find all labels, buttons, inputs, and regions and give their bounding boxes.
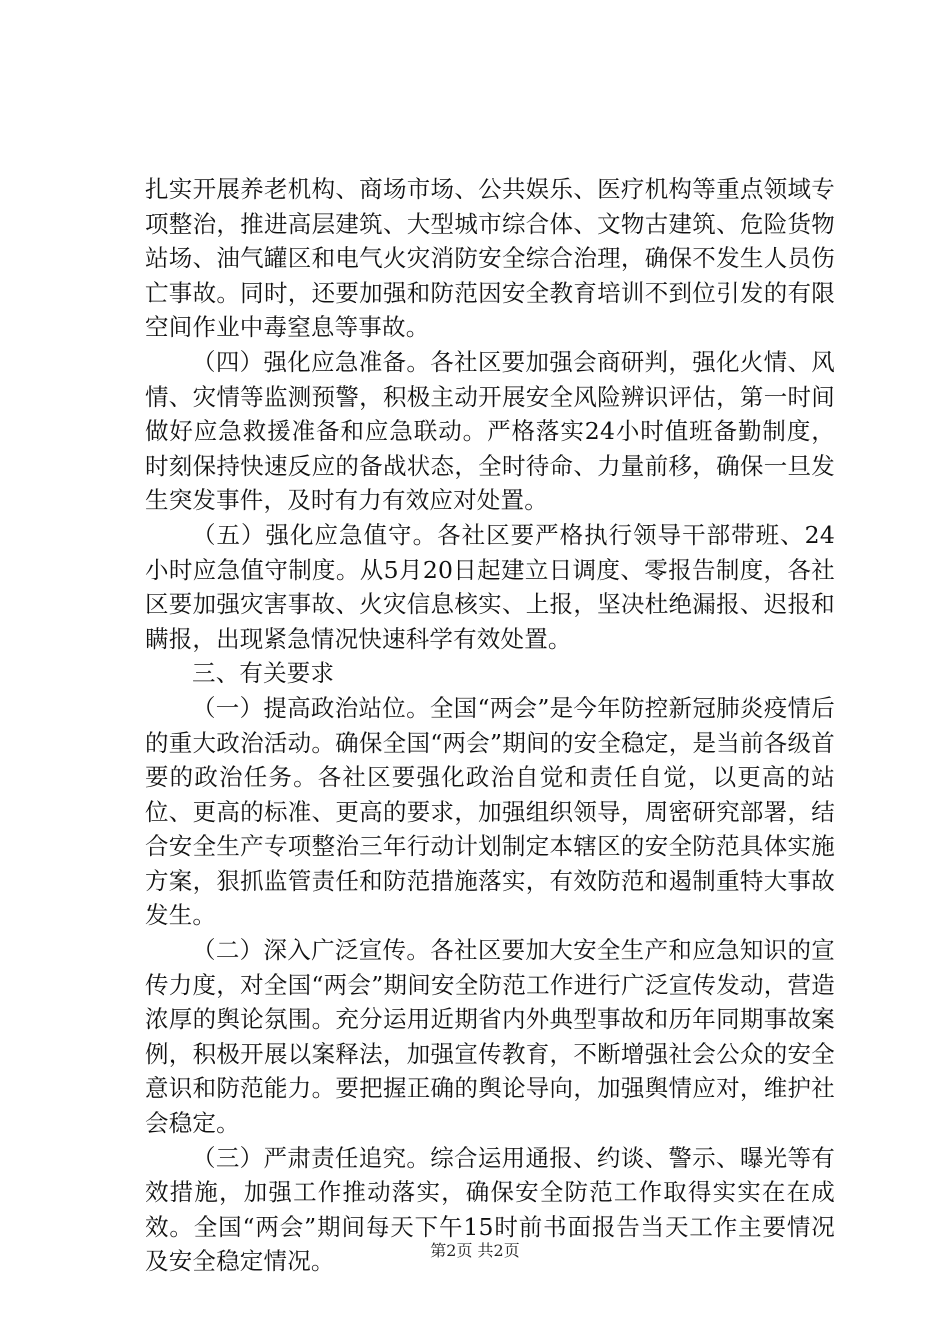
paragraph-emergency-duty: （五）强化应急值守。各社区要严格执行领导干部带班、24小时应急值守制度。从5月20日起建立日调度、零报告制度，各社区要加强灾害事故、火灾信息核实、上报，坚决杜绝漏报、迟报和瞒报，出现紧急情况快速科学有效处置。: [145, 520, 835, 653]
document-body: [145, 172, 835, 1279]
paragraph-continuation: 扎实开展养老机构、商场市场、公共娱乐、医疗机构等重点领域专项整治，推进高层建筑、大型城市综合体、文物古建筑、危险货物站场、油气罐区和电气火灾消防安全综合治理，确保不发生人员伤亡事故。同时，还要加强和防范因安全教育培训不到位引发的有限空间作业中毒窒息等事故。: [145, 175, 835, 342]
page-number-footer: 第2页 共2页: [430, 1241, 520, 1260]
paragraph-publicity: （二）深入广泛宣传。各社区要加大安全生产和应急知识的宣传力度，对全国“两会”期间安全防范工作进行广泛宣传发动，营造浓厚的舆论氛围。充分运用近期省内外典型事故和历年同期事故案例，积极开展以案释法，加强宣传教育，不断增强社会公众的安全意识和防范能力。要把握正确的舆论导向，加强舆情应对，维护社会稳定。: [145, 936, 835, 1138]
paragraph-accountability: （三）严肃责任追究。综合运用通报、约谈、警示、曝光等有效措施，加强工作推动落实，确保安全防范工作取得实实在在成效。全国“两会”期间每天下午15时前书面报告当天工作主要情况及安全稳定情况。: [145, 1143, 835, 1276]
paragraph-political-stance: （一）提高政治站位。全国“两会”是今年防控新冠肺炎疫情后的重大政治活动。确保全国“两会”期间的安全稳定，是当前各级首要的政治任务。各社区要强化政治自觉和责任自觉，以更高的站位、更高的标准、更高的要求，加强组织领导，周密研究部署，结合安全生产专项整治三年行动计划制定本辖区的安全防范具体实施方案，狠抓监管责任和防范措施落实，有效防范和遏制重特大事故发生。: [145, 693, 835, 930]
section-heading-requirements: 三、有关要求: [192, 659, 335, 688]
paragraph-emergency-preparation: （四）强化应急准备。各社区要加强会商研判，强化火情、风情、灾情等监测预警，积极主动开展安全风险辨识评估，第一时间做好应急救援准备和应急联动。严格落实24小时值班备勤制度，时刻保持快速反应的备战状态，全时待命、力量前移，确保一旦发生突发事件，及时有力有效应对处置。: [145, 347, 835, 515]
